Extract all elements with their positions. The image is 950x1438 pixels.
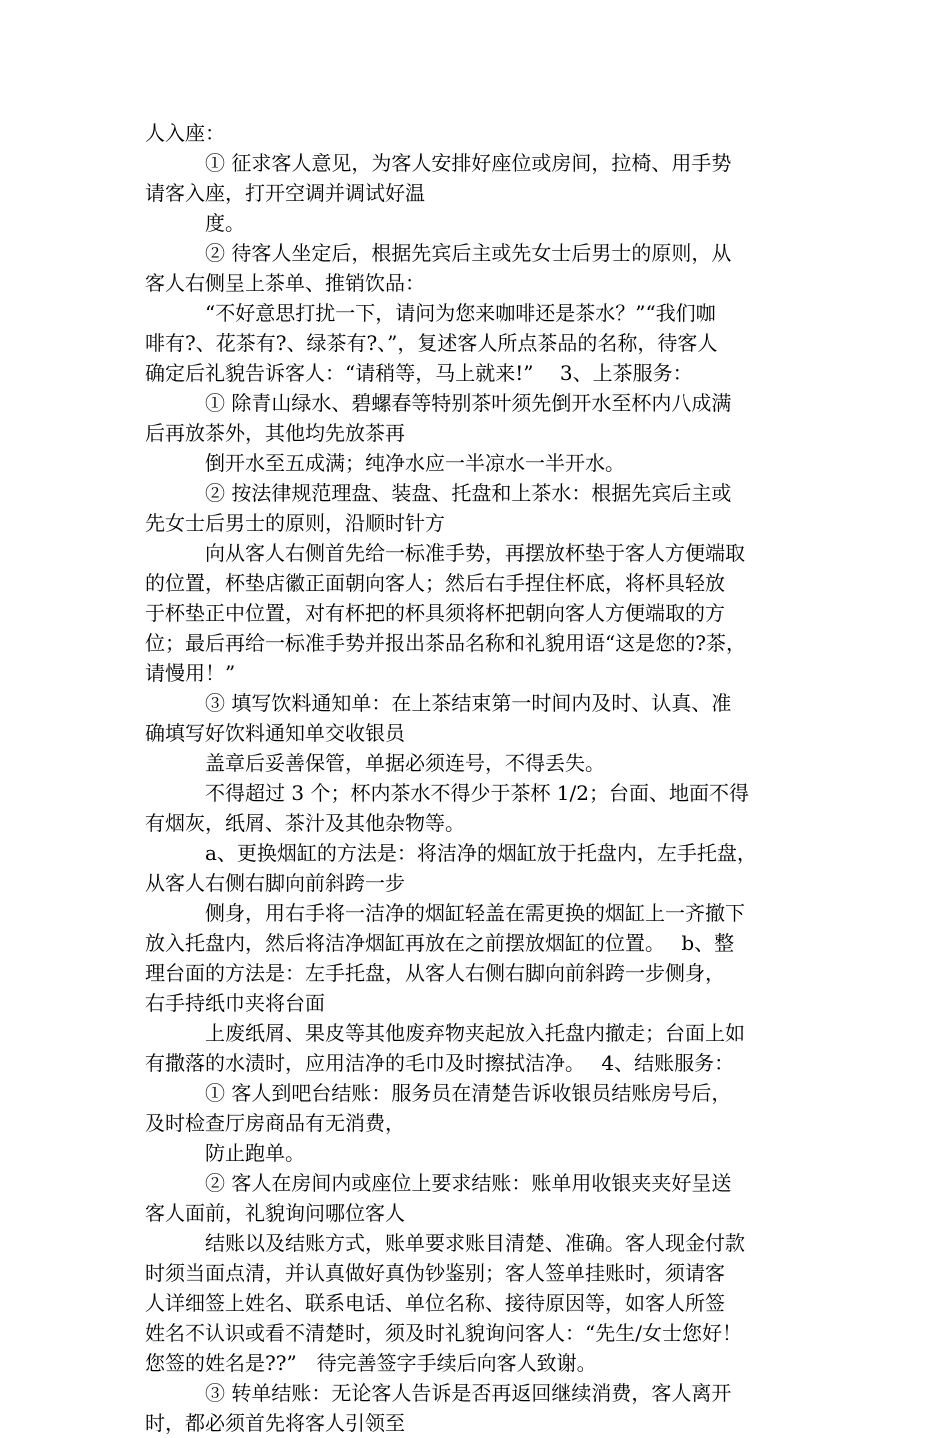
text-line: ③ 转单结账：无论客人告诉是否再返回继续消费，客人离开 <box>205 1381 732 1405</box>
body-text <box>145 118 810 1438</box>
text-line: 不得超过 3 个；杯内茶水不得少于茶杯 1/2；台面、地面不得 <box>205 781 749 805</box>
text-line: 度。 <box>205 211 245 235</box>
text-line: ③ 填写饮料通知单：在上茶结束第一时间内及时、认真、准 <box>205 691 732 715</box>
text-line: 结账以及结账方式，账单要求账目清楚、准确。客人现金付款 <box>205 1231 745 1255</box>
text-line: 时须当面点清，并认真做好真伪钞鉴别；客人签单挂账时，须请客 <box>145 1261 725 1285</box>
text-line: 人详细签上姓名、联系电话、单位名称、接待原因等，如客人所签 <box>145 1291 725 1315</box>
text-line: 有撒落的水渍时，应用洁净的毛巾及时擦拭洁净。 4、结账服务： <box>145 1051 735 1075</box>
text-line: 啡有?、花茶有?、绿茶有?、”，复述客人所点茶品的名称，待客人 <box>145 331 718 355</box>
text-line: 确填写好饮料通知单交收银员 <box>145 721 405 745</box>
text-line: a、更换烟缸的方法是：将洁净的烟缸放于托盘内，左手托盘， <box>205 841 757 865</box>
text-line: 放入托盘内，然后将洁净烟缸再放在之前摆放烟缸的位置。 b、整 <box>145 931 735 955</box>
text-line: 客人右侧呈上茶单、推销饮品： <box>145 271 425 295</box>
text-line: 确定后礼貌告诉客人：“请稍等，马上就来!” 3、上茶服务： <box>145 361 693 385</box>
text-line: 于杯垫正中位置，对有杯把的杯具须将杯把朝向客人方便端取的方 <box>145 601 725 625</box>
text-line: 理台面的方法是：左手托盘，从客人右侧右脚向前斜跨一步侧身， <box>145 961 725 985</box>
text-line: 防止跑单。 <box>205 1141 305 1165</box>
text-line: ① 除青山绿水、碧螺春等特别茶叶须先倒开水至杯内八成满 <box>205 391 732 415</box>
text-line: 客人面前，礼貌询问哪位客人 <box>145 1201 405 1225</box>
text-line: 后再放茶外，其他均先放茶再 <box>145 421 405 445</box>
text-line: 上废纸屑、果皮等其他废弃物夹起放入托盘内撤走；台面上如 <box>205 1021 745 1045</box>
text-line: 盖章后妥善保管，单据必须连号，不得丢失。 <box>205 751 605 775</box>
text-line: ① 征求客人意见，为客人安排好座位或房间，拉椅、用手势 <box>205 151 732 175</box>
text-line: 人入座： <box>145 121 225 145</box>
text-line: ② 客人在房间内或座位上要求结账：账单用收银夹夹好呈送 <box>205 1171 732 1195</box>
text-line: 倒开水至五成满；纯净水应一半凉水一半开水。 <box>205 451 625 475</box>
text-line: ② 按法律规范理盘、装盘、托盘和上茶水：根据先宾后主或 <box>205 481 732 505</box>
text-line: 从客人右侧右脚向前斜跨一步 <box>145 871 405 895</box>
text-line: 右手持纸巾夹将台面 <box>145 991 325 1015</box>
text-line: 姓名不认识或看不清楚时，须及时礼貌询问客人：“先生/女士您好！ <box>145 1321 742 1345</box>
text-line: 位；最后再给一标准手势并报出茶品名称和礼貌用语“这是您的?茶， <box>145 631 746 655</box>
text-line: 您签的姓名是??” 待完善签字手续后向客人致谢。 <box>145 1351 597 1375</box>
text-line: ② 待客人坐定后，根据先宾后主或先女士后男士的原则，从 <box>205 241 732 265</box>
text-line: ① 客人到吧台结账：服务员在清楚告诉收银员结账房号后， <box>205 1081 732 1105</box>
text-line: 的位置，杯垫店徽正面朝向客人；然后右手捏住杯底，将杯具轻放 <box>145 571 725 595</box>
text-line: 侧身，用右手将一洁净的烟缸轻盖在需更换的烟缸上一齐撤下 <box>205 901 745 925</box>
text-line: 先女士后男士的原则，沿顺时针方 <box>145 511 445 535</box>
text-line: 有烟灰，纸屑、茶汁及其他杂物等。 <box>145 811 465 835</box>
text-line: 时，都必须首先将客人引领至 <box>145 1411 405 1435</box>
text-line: 向从客人右侧首先给一标准手势，再摆放杯垫于客人方便端取 <box>205 541 745 565</box>
text-line: 请客入座，打开空调并调试好温 <box>145 181 425 205</box>
text-line: 请慢用！” <box>145 661 236 685</box>
text-line: 及时检查厅房商品有无消费， <box>145 1111 405 1135</box>
text-line: “不好意思打扰一下，请问为您来咖啡还是茶水？”“我们咖 <box>205 301 716 325</box>
